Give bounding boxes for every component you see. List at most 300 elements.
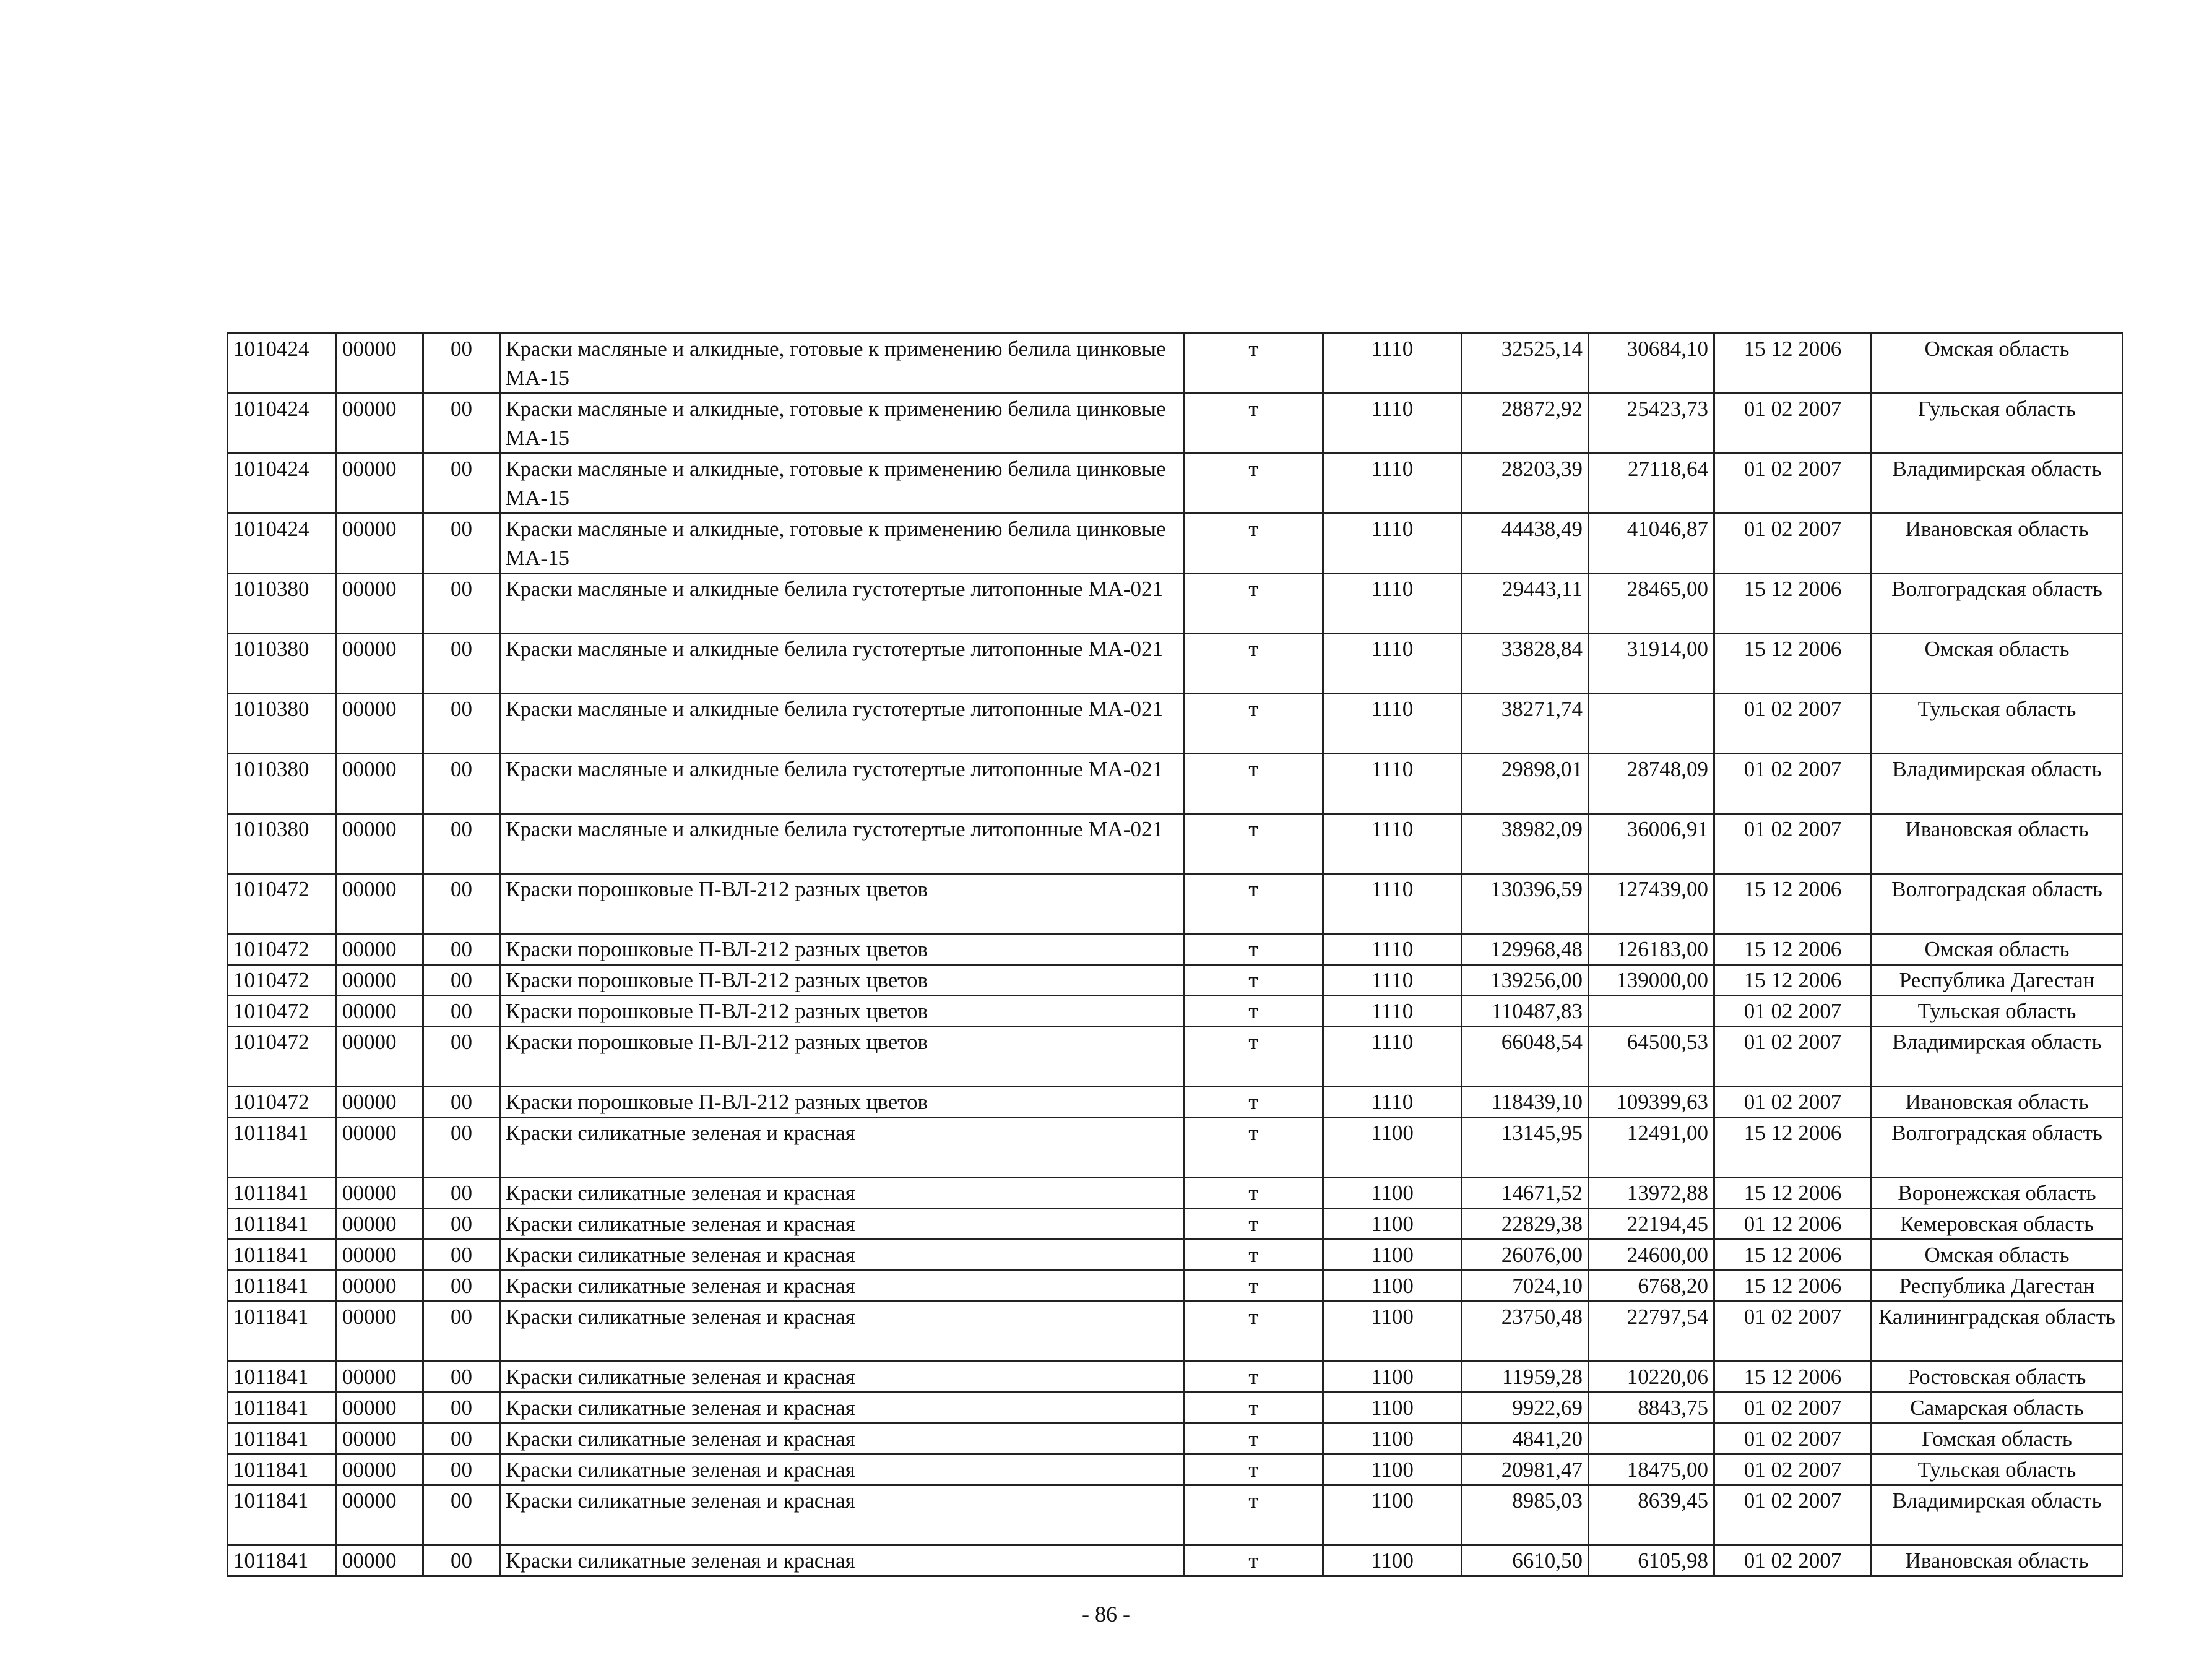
date-cell: 15 12 2006 — [1714, 634, 1872, 694]
price-with-vat-cell: 28872,92 — [1462, 394, 1589, 454]
unit-cell: т — [1184, 874, 1323, 934]
subcode-cell: 00000 — [337, 1240, 423, 1271]
unit-code-cell: 1110 — [1323, 634, 1462, 694]
price-with-vat-cell: 9922,69 — [1462, 1393, 1589, 1424]
product-name-cell: Краски порошковые П-ВЛ-212 разных цветов — [500, 874, 1184, 934]
table-row — [228, 1485, 2123, 1545]
version-cell: 00 — [423, 1209, 500, 1240]
region-cell: Тульская область — [1872, 1454, 2123, 1485]
date-cell: 15 12 2006 — [1714, 1362, 1872, 1393]
version-cell: 00 — [423, 1454, 500, 1485]
price-without-vat-cell: 8843,75 — [1589, 1393, 1714, 1424]
price-without-vat-cell: 12491,00 — [1589, 1118, 1714, 1178]
unit-code-cell: 1110 — [1323, 874, 1462, 934]
unit-cell: т — [1184, 1240, 1323, 1271]
table-row — [228, 1393, 2123, 1424]
subcode-cell: 00000 — [337, 1209, 423, 1240]
unit-cell: т — [1184, 1027, 1323, 1087]
price-with-vat-cell: 129968,48 — [1462, 934, 1589, 965]
product-code-cell: 1011841 — [228, 1454, 337, 1485]
product-name-cell: Краски силикатные зеленая и красная — [500, 1209, 1184, 1240]
price-without-vat-cell: 41046,87 — [1589, 514, 1714, 574]
table-row — [228, 754, 2123, 814]
price-with-vat-cell: 14671,52 — [1462, 1178, 1589, 1209]
unit-cell: т — [1184, 1178, 1323, 1209]
table-row — [228, 1209, 2123, 1240]
version-cell: 00 — [423, 754, 500, 814]
product-name-cell: Краски масляные и алкидные, готовые к применению белила цинковые МА-15 — [500, 454, 1184, 514]
unit-cell: т — [1184, 1362, 1323, 1393]
version-cell: 00 — [423, 454, 500, 514]
date-cell: 01 02 2007 — [1714, 454, 1872, 514]
subcode-cell: 00000 — [337, 1302, 423, 1362]
unit-cell: т — [1184, 1485, 1323, 1545]
table-row — [228, 454, 2123, 514]
price-with-vat-cell: 7024,10 — [1462, 1271, 1589, 1302]
product-code-cell: 1011841 — [228, 1485, 337, 1545]
region-cell: Владимирская область — [1872, 454, 2123, 514]
price-without-vat-cell: 139000,00 — [1589, 965, 1714, 996]
price-without-vat-cell — [1589, 996, 1714, 1027]
unit-cell: т — [1184, 965, 1323, 996]
price-with-vat-cell: 38271,74 — [1462, 694, 1589, 754]
product-code-cell: 1011841 — [228, 1240, 337, 1271]
price-without-vat-cell: 13972,88 — [1589, 1178, 1714, 1209]
price-with-vat-cell: 4841,20 — [1462, 1424, 1589, 1454]
table-row — [228, 1271, 2123, 1302]
subcode-cell: 00000 — [337, 1424, 423, 1454]
table-row — [228, 694, 2123, 754]
unit-cell: т — [1184, 1393, 1323, 1424]
product-code-cell: 1010472 — [228, 1027, 337, 1087]
price-table-container — [227, 332, 2122, 1577]
price-with-vat-cell: 38982,09 — [1462, 814, 1589, 874]
region-cell: Ивановская область — [1872, 1545, 2123, 1576]
table-row — [228, 1087, 2123, 1118]
product-name-cell: Краски силикатные зеленая и красная — [500, 1545, 1184, 1576]
product-name-cell: Краски масляные и алкидные белила густотертые литопонные МА-021 — [500, 694, 1184, 754]
date-cell: 01 02 2007 — [1714, 1454, 1872, 1485]
date-cell: 01 02 2007 — [1714, 514, 1872, 574]
unit-code-cell: 1100 — [1323, 1545, 1462, 1576]
unit-code-cell: 1110 — [1323, 334, 1462, 394]
unit-code-cell: 1110 — [1323, 394, 1462, 454]
table-body — [228, 334, 2123, 1576]
region-cell: Ивановская область — [1872, 1087, 2123, 1118]
subcode-cell: 00000 — [337, 634, 423, 694]
price-with-vat-cell: 29898,01 — [1462, 754, 1589, 814]
unit-cell: т — [1184, 1209, 1323, 1240]
date-cell: 15 12 2006 — [1714, 1118, 1872, 1178]
version-cell: 00 — [423, 514, 500, 574]
subcode-cell: 00000 — [337, 1485, 423, 1545]
price-without-vat-cell: 28465,00 — [1589, 574, 1714, 634]
product-name-cell: Краски силикатные зеленая и красная — [500, 1485, 1184, 1545]
price-with-vat-cell: 13145,95 — [1462, 1118, 1589, 1178]
region-cell: Волгоградская область — [1872, 874, 2123, 934]
price-with-vat-cell: 22829,38 — [1462, 1209, 1589, 1240]
table-row — [228, 1027, 2123, 1087]
version-cell: 00 — [423, 1362, 500, 1393]
region-cell: Калининградская область — [1872, 1302, 2123, 1362]
price-with-vat-cell: 23750,48 — [1462, 1302, 1589, 1362]
subcode-cell: 00000 — [337, 1118, 423, 1178]
product-code-cell: 1010472 — [228, 874, 337, 934]
date-cell: 15 12 2006 — [1714, 1240, 1872, 1271]
product-name-cell: Краски масляные и алкидные белила густотертые литопонные МА-021 — [500, 574, 1184, 634]
unit-code-cell: 1110 — [1323, 1027, 1462, 1087]
product-name-cell: Краски масляные и алкидные, готовые к применению белила цинковые МА-15 — [500, 394, 1184, 454]
product-code-cell: 1011841 — [228, 1178, 337, 1209]
subcode-cell: 00000 — [337, 874, 423, 934]
price-without-vat-cell: 27118,64 — [1589, 454, 1714, 514]
price-without-vat-cell: 6105,98 — [1589, 1545, 1714, 1576]
region-cell: Самарская область — [1872, 1393, 2123, 1424]
price-without-vat-cell: 127439,00 — [1589, 874, 1714, 934]
table-row — [228, 934, 2123, 965]
region-cell: Волгоградская область — [1872, 1118, 2123, 1178]
price-with-vat-cell: 26076,00 — [1462, 1240, 1589, 1271]
version-cell: 00 — [423, 1178, 500, 1209]
page-number: - 86 - — [1082, 1602, 1130, 1627]
version-cell: 00 — [423, 694, 500, 754]
unit-code-cell: 1100 — [1323, 1209, 1462, 1240]
subcode-cell: 00000 — [337, 394, 423, 454]
unit-code-cell: 1110 — [1323, 754, 1462, 814]
table-row — [228, 1240, 2123, 1271]
product-name-cell: Краски силикатные зеленая и красная — [500, 1362, 1184, 1393]
unit-cell: т — [1184, 694, 1323, 754]
version-cell: 00 — [423, 1393, 500, 1424]
product-code-cell: 1010424 — [228, 394, 337, 454]
subcode-cell: 00000 — [337, 754, 423, 814]
price-with-vat-cell: 29443,11 — [1462, 574, 1589, 634]
region-cell: Владимирская область — [1872, 754, 2123, 814]
price-without-vat-cell: 22797,54 — [1589, 1302, 1714, 1362]
unit-code-cell: 1110 — [1323, 574, 1462, 634]
product-code-cell: 1010472 — [228, 934, 337, 965]
unit-code-cell: 1110 — [1323, 814, 1462, 874]
price-without-vat-cell — [1589, 694, 1714, 754]
product-name-cell: Краски масляные и алкидные белила густотертые литопонные МА-021 — [500, 754, 1184, 814]
price-without-vat-cell: 109399,63 — [1589, 1087, 1714, 1118]
table-row — [228, 514, 2123, 574]
product-code-cell: 1010380 — [228, 574, 337, 634]
date-cell: 01 12 2006 — [1714, 1209, 1872, 1240]
date-cell: 15 12 2006 — [1714, 574, 1872, 634]
unit-code-cell: 1110 — [1323, 454, 1462, 514]
table-row — [228, 1302, 2123, 1362]
version-cell: 00 — [423, 394, 500, 454]
price-with-vat-cell: 118439,10 — [1462, 1087, 1589, 1118]
unit-cell: т — [1184, 1424, 1323, 1454]
price-with-vat-cell: 130396,59 — [1462, 874, 1589, 934]
unit-cell: т — [1184, 1545, 1323, 1576]
subcode-cell: 00000 — [337, 1087, 423, 1118]
unit-code-cell: 1110 — [1323, 694, 1462, 754]
unit-code-cell: 1110 — [1323, 1087, 1462, 1118]
region-cell: Омская область — [1872, 334, 2123, 394]
price-without-vat-cell: 8639,45 — [1589, 1485, 1714, 1545]
price-with-vat-cell: 110487,83 — [1462, 996, 1589, 1027]
unit-code-cell: 1100 — [1323, 1240, 1462, 1271]
price-with-vat-cell: 139256,00 — [1462, 965, 1589, 996]
unit-code-cell: 1100 — [1323, 1454, 1462, 1485]
region-cell: Тульская область — [1872, 996, 2123, 1027]
subcode-cell: 00000 — [337, 814, 423, 874]
region-cell: Волгоградская область — [1872, 574, 2123, 634]
product-code-cell: 1011841 — [228, 1393, 337, 1424]
price-without-vat-cell: 126183,00 — [1589, 934, 1714, 965]
version-cell: 00 — [423, 1240, 500, 1271]
subcode-cell: 00000 — [337, 1027, 423, 1087]
price-without-vat-cell: 31914,00 — [1589, 634, 1714, 694]
product-name-cell: Краски силикатные зеленая и красная — [500, 1178, 1184, 1209]
unit-cell: т — [1184, 1271, 1323, 1302]
table-row — [228, 574, 2123, 634]
product-code-cell: 1011841 — [228, 1271, 337, 1302]
region-cell: Тульская область — [1872, 694, 2123, 754]
unit-cell: т — [1184, 754, 1323, 814]
date-cell: 01 02 2007 — [1714, 1302, 1872, 1362]
product-name-cell: Краски силикатные зеленая и красная — [500, 1271, 1184, 1302]
product-name-cell: Краски порошковые П-ВЛ-212 разных цветов — [500, 996, 1184, 1027]
unit-code-cell: 1100 — [1323, 1271, 1462, 1302]
product-name-cell: Краски силикатные зеленая и красная — [500, 1424, 1184, 1454]
price-without-vat-cell: 10220,06 — [1589, 1362, 1714, 1393]
date-cell: 01 02 2007 — [1714, 814, 1872, 874]
product-code-cell: 1010424 — [228, 454, 337, 514]
product-name-cell: Краски силикатные зеленая и красная — [500, 1454, 1184, 1485]
unit-cell: т — [1184, 394, 1323, 454]
price-without-vat-cell: 18475,00 — [1589, 1454, 1714, 1485]
product-name-cell: Краски масляные и алкидные белила густотертые литопонные МА-021 — [500, 814, 1184, 874]
table-row — [228, 996, 2123, 1027]
product-code-cell: 1010472 — [228, 965, 337, 996]
unit-code-cell: 1110 — [1323, 965, 1462, 996]
version-cell: 00 — [423, 1118, 500, 1178]
unit-cell: т — [1184, 814, 1323, 874]
price-without-vat-cell: 25423,73 — [1589, 394, 1714, 454]
product-name-cell: Краски масляные и алкидные белила густотертые литопонные МА-021 — [500, 634, 1184, 694]
unit-code-cell: 1110 — [1323, 514, 1462, 574]
table-row — [228, 1545, 2123, 1576]
subcode-cell: 00000 — [337, 1454, 423, 1485]
version-cell: 00 — [423, 1424, 500, 1454]
unit-code-cell: 1110 — [1323, 934, 1462, 965]
region-cell: Омская область — [1872, 934, 2123, 965]
unit-cell: т — [1184, 1454, 1323, 1485]
price-with-vat-cell: 8985,03 — [1462, 1485, 1589, 1545]
region-cell: Республика Дагестан — [1872, 965, 2123, 996]
price-without-vat-cell: 64500,53 — [1589, 1027, 1714, 1087]
unit-cell: т — [1184, 1087, 1323, 1118]
unit-cell: т — [1184, 1302, 1323, 1362]
price-with-vat-cell: 20981,47 — [1462, 1454, 1589, 1485]
product-name-cell: Краски силикатные зеленая и красная — [500, 1302, 1184, 1362]
date-cell: 01 02 2007 — [1714, 1393, 1872, 1424]
date-cell: 01 02 2007 — [1714, 996, 1872, 1027]
table-row — [228, 1178, 2123, 1209]
version-cell: 00 — [423, 965, 500, 996]
price-table — [227, 332, 2123, 1577]
table-row — [228, 1362, 2123, 1393]
date-cell: 01 02 2007 — [1714, 1087, 1872, 1118]
version-cell: 00 — [423, 1302, 500, 1362]
region-cell: Республика Дагестан — [1872, 1271, 2123, 1302]
subcode-cell: 00000 — [337, 934, 423, 965]
price-without-vat-cell — [1589, 1424, 1714, 1454]
product-name-cell: Краски порошковые П-ВЛ-212 разных цветов — [500, 965, 1184, 996]
table-row — [228, 634, 2123, 694]
date-cell: 01 02 2007 — [1714, 1545, 1872, 1576]
product-code-cell: 1010380 — [228, 814, 337, 874]
version-cell: 00 — [423, 334, 500, 394]
version-cell: 00 — [423, 1271, 500, 1302]
region-cell: Владимирская область — [1872, 1027, 2123, 1087]
date-cell: 01 02 2007 — [1714, 694, 1872, 754]
unit-code-cell: 1100 — [1323, 1424, 1462, 1454]
price-without-vat-cell: 30684,10 — [1589, 334, 1714, 394]
table-row — [228, 394, 2123, 454]
product-code-cell: 1010380 — [228, 754, 337, 814]
date-cell: 15 12 2006 — [1714, 965, 1872, 996]
unit-cell: т — [1184, 454, 1323, 514]
price-with-vat-cell: 6610,50 — [1462, 1545, 1589, 1576]
price-with-vat-cell: 32525,14 — [1462, 334, 1589, 394]
product-name-cell: Краски масляные и алкидные, готовые к применению белила цинковые МА-15 — [500, 514, 1184, 574]
product-name-cell: Краски силикатные зеленая и красная — [500, 1393, 1184, 1424]
unit-cell: т — [1184, 514, 1323, 574]
date-cell: 15 12 2006 — [1714, 934, 1872, 965]
subcode-cell: 00000 — [337, 454, 423, 514]
price-with-vat-cell: 66048,54 — [1462, 1027, 1589, 1087]
date-cell: 01 02 2007 — [1714, 1485, 1872, 1545]
unit-cell: т — [1184, 996, 1323, 1027]
unit-cell: т — [1184, 634, 1323, 694]
unit-code-cell: 1100 — [1323, 1302, 1462, 1362]
region-cell: Ростовская область — [1872, 1362, 2123, 1393]
price-without-vat-cell: 24600,00 — [1589, 1240, 1714, 1271]
date-cell: 15 12 2006 — [1714, 1178, 1872, 1209]
product-name-cell: Краски порошковые П-ВЛ-212 разных цветов — [500, 934, 1184, 965]
version-cell: 00 — [423, 634, 500, 694]
product-name-cell: Краски порошковые П-ВЛ-212 разных цветов — [500, 1087, 1184, 1118]
date-cell: 15 12 2006 — [1714, 874, 1872, 934]
product-code-cell: 1010472 — [228, 1087, 337, 1118]
product-name-cell: Краски силикатные зеленая и красная — [500, 1240, 1184, 1271]
price-without-vat-cell: 6768,20 — [1589, 1271, 1714, 1302]
date-cell: 15 12 2006 — [1714, 1271, 1872, 1302]
price-without-vat-cell: 28748,09 — [1589, 754, 1714, 814]
region-cell: Кемеровская область — [1872, 1209, 2123, 1240]
unit-code-cell: 1100 — [1323, 1118, 1462, 1178]
unit-cell: т — [1184, 1118, 1323, 1178]
subcode-cell: 00000 — [337, 1362, 423, 1393]
unit-code-cell: 1100 — [1323, 1178, 1462, 1209]
price-with-vat-cell: 28203,39 — [1462, 454, 1589, 514]
unit-cell: т — [1184, 934, 1323, 965]
product-name-cell: Краски силикатные зеленая и красная — [500, 1118, 1184, 1178]
product-code-cell: 1011841 — [228, 1424, 337, 1454]
version-cell: 00 — [423, 574, 500, 634]
subcode-cell: 00000 — [337, 694, 423, 754]
table-row — [228, 814, 2123, 874]
region-cell: Воронежская область — [1872, 1178, 2123, 1209]
price-with-vat-cell: 44438,49 — [1462, 514, 1589, 574]
subcode-cell: 00000 — [337, 574, 423, 634]
subcode-cell: 00000 — [337, 965, 423, 996]
date-cell: 01 02 2007 — [1714, 1424, 1872, 1454]
table-row — [228, 334, 2123, 394]
version-cell: 00 — [423, 1545, 500, 1576]
version-cell: 00 — [423, 996, 500, 1027]
region-cell: Владимирская область — [1872, 1485, 2123, 1545]
product-code-cell: 1010424 — [228, 334, 337, 394]
product-code-cell: 1010472 — [228, 996, 337, 1027]
version-cell: 00 — [423, 874, 500, 934]
unit-cell: т — [1184, 334, 1323, 394]
product-code-cell: 1010424 — [228, 514, 337, 574]
product-code-cell: 1011841 — [228, 1118, 337, 1178]
price-without-vat-cell: 22194,45 — [1589, 1209, 1714, 1240]
subcode-cell: 00000 — [337, 1393, 423, 1424]
product-code-cell: 1010380 — [228, 634, 337, 694]
price-without-vat-cell: 36006,91 — [1589, 814, 1714, 874]
subcode-cell: 00000 — [337, 334, 423, 394]
subcode-cell: 00000 — [337, 1178, 423, 1209]
unit-code-cell: 1110 — [1323, 996, 1462, 1027]
subcode-cell: 00000 — [337, 514, 423, 574]
version-cell: 00 — [423, 1027, 500, 1087]
date-cell: 15 12 2006 — [1714, 334, 1872, 394]
date-cell: 01 02 2007 — [1714, 754, 1872, 814]
product-code-cell: 1011841 — [228, 1302, 337, 1362]
price-with-vat-cell: 11959,28 — [1462, 1362, 1589, 1393]
unit-cell: т — [1184, 574, 1323, 634]
table-row — [228, 1454, 2123, 1485]
product-code-cell: 1011841 — [228, 1209, 337, 1240]
table-row — [228, 874, 2123, 934]
product-code-cell: 1010380 — [228, 694, 337, 754]
region-cell: Омская область — [1872, 634, 2123, 694]
product-name-cell: Краски масляные и алкидные, готовые к применению белила цинковые МА-15 — [500, 334, 1184, 394]
product-code-cell: 1011841 — [228, 1545, 337, 1576]
table-row — [228, 1424, 2123, 1454]
version-cell: 00 — [423, 1485, 500, 1545]
unit-code-cell: 1100 — [1323, 1485, 1462, 1545]
region-cell: Ивановская область — [1872, 514, 2123, 574]
date-cell: 01 02 2007 — [1714, 1027, 1872, 1087]
subcode-cell: 00000 — [337, 1545, 423, 1576]
region-cell: Омская область — [1872, 1240, 2123, 1271]
price-with-vat-cell: 33828,84 — [1462, 634, 1589, 694]
date-cell: 01 02 2007 — [1714, 394, 1872, 454]
version-cell: 00 — [423, 814, 500, 874]
region-cell: Гомская область — [1872, 1424, 2123, 1454]
region-cell: Ивановская область — [1872, 814, 2123, 874]
version-cell: 00 — [423, 934, 500, 965]
region-cell: Гульская область — [1872, 394, 2123, 454]
product-code-cell: 1011841 — [228, 1362, 337, 1393]
version-cell: 00 — [423, 1087, 500, 1118]
unit-code-cell: 1100 — [1323, 1393, 1462, 1424]
subcode-cell: 00000 — [337, 996, 423, 1027]
table-row — [228, 1118, 2123, 1178]
unit-code-cell: 1100 — [1323, 1362, 1462, 1393]
table-row — [228, 965, 2123, 996]
subcode-cell: 00000 — [337, 1271, 423, 1302]
